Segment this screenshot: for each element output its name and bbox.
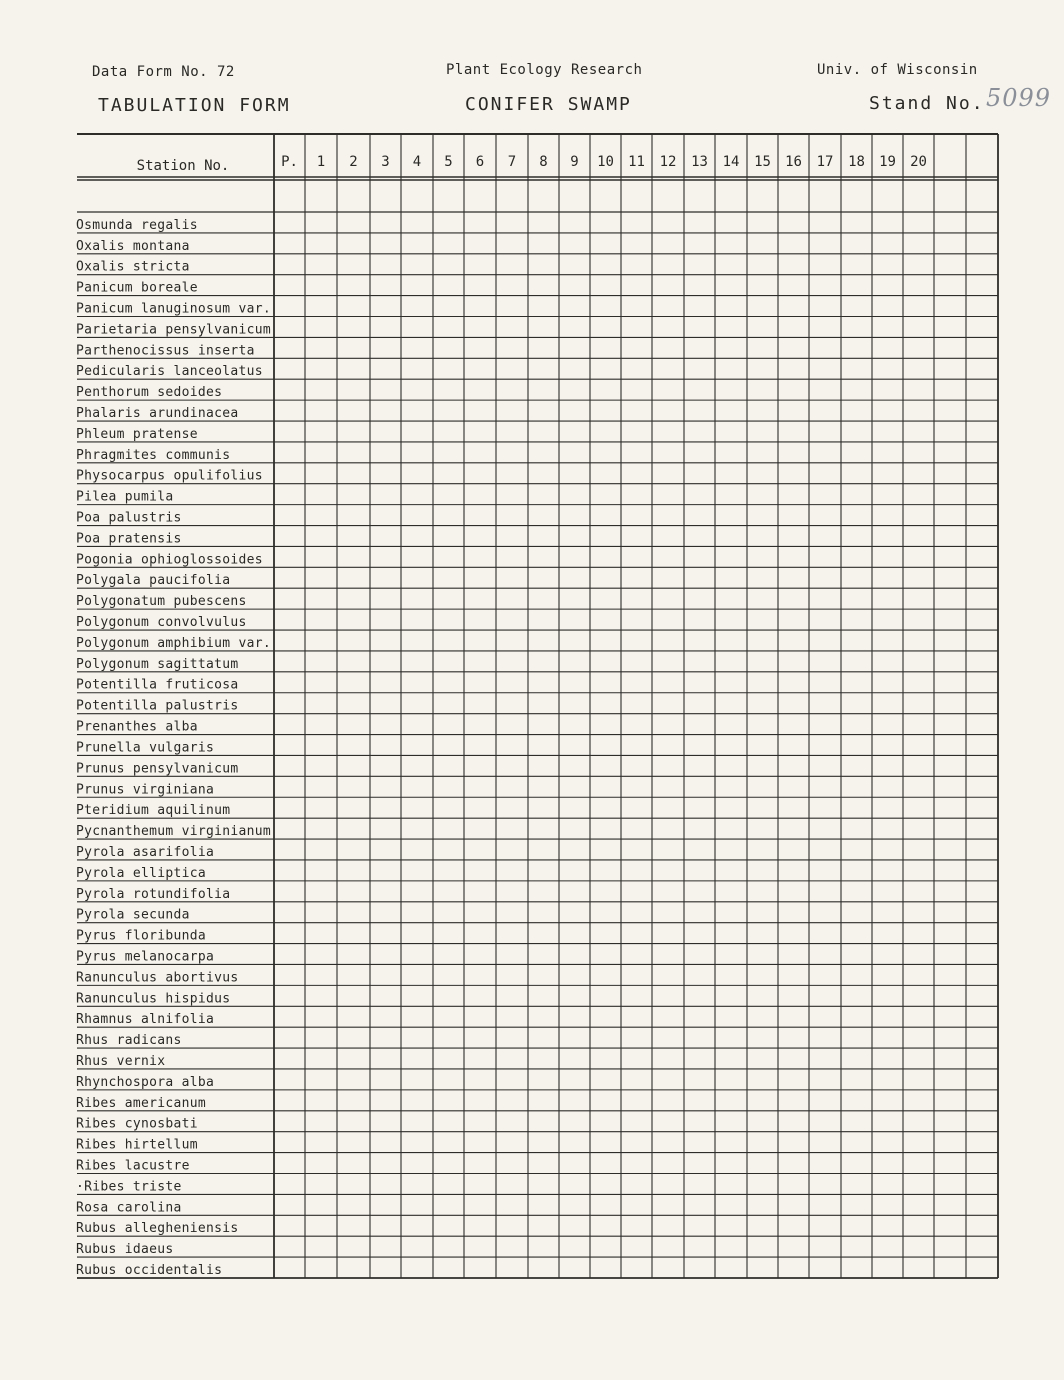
species-name: Potentilla palustris [76, 698, 239, 714]
column-header-19: 19 [879, 154, 896, 170]
species-name: Pteridium aquilinum [76, 803, 231, 819]
column-header-4: 4 [412, 154, 422, 170]
species-name: Ribes lacustre [76, 1158, 190, 1174]
species-name: Panicum lanuginosum var. [76, 301, 272, 317]
species-name: Ranunculus abortivus [76, 970, 239, 986]
species-name: Pyrus floribunda [76, 928, 207, 944]
species-name: Ranunculus hispidus [76, 991, 231, 1007]
species-name: Ribes americanum [76, 1095, 207, 1111]
species-name: Osmunda regalis [76, 217, 198, 233]
species-name: Prunus virginiana [76, 782, 215, 798]
species-name: Pilea pumila [76, 489, 174, 505]
column-header-18: 18 [848, 154, 865, 170]
column-header-17: 17 [816, 154, 834, 170]
column-header-20: 20 [910, 154, 927, 170]
species-name: Poa palustris [76, 510, 182, 526]
species-name: Rhamnus alnifolia [76, 1012, 215, 1028]
column-header-6: 6 [475, 154, 485, 170]
species-name: Potentilla fruticosa [76, 677, 239, 693]
species-name: Pedicularis lanceolatus [76, 364, 263, 380]
column-header-9: 9 [570, 154, 579, 170]
species-name: Pycnanthemum virginianum [76, 824, 272, 840]
species-name: Physocarpus opulifolius [76, 468, 263, 484]
species-name: Polygonatum pubescens [76, 594, 247, 610]
species-name: Ribes hirtellum [76, 1137, 198, 1153]
column-header-15: 15 [754, 154, 771, 170]
species-name: Polygonum amphibium var. [76, 635, 272, 651]
form-number: Data Form No. 72 [92, 64, 235, 80]
species-name: Polygonum convolvulus [76, 615, 247, 631]
column-header-3: 3 [381, 154, 390, 170]
species-name: Oxalis stricta [76, 259, 190, 275]
stand-label: Stand No. [869, 93, 985, 114]
form-title: TABULATION FORM [98, 95, 291, 116]
species-name: Parietaria pensylvanicum [76, 322, 272, 338]
research-title: Plant Ecology Research [446, 62, 643, 78]
species-name: Phleum pratense [76, 426, 198, 442]
column-header-13: 13 [691, 154, 708, 170]
species-name: Pyrus melanocarpa [76, 949, 215, 965]
species-name: Penthorum sedoides [76, 385, 223, 401]
species-name: Rubus occidentalis [76, 1263, 223, 1278]
column-header-5: 5 [444, 154, 453, 170]
column-header-8: 8 [539, 154, 548, 170]
column-header-p: P. [281, 154, 298, 170]
column-header-1: 1 [316, 154, 326, 170]
species-name: Prunella vulgaris [76, 740, 215, 756]
species-name: Rhus vernix [76, 1053, 166, 1069]
species-name: Panicum boreale [76, 280, 198, 296]
column-header-10: 10 [597, 154, 614, 170]
column-header-12: 12 [659, 154, 677, 170]
species-name: Oxalis montana [76, 238, 190, 254]
species-name: Pyrola elliptica [76, 865, 207, 881]
species-name: Phragmites communis [76, 447, 231, 463]
species-name: Poa pratensis [76, 531, 182, 547]
species-name: Rubus idaeus [76, 1242, 174, 1258]
species-name: Prunus pensylvanicum [76, 761, 239, 777]
species-name: Rosa carolina [76, 1200, 182, 1216]
species-name: Pyrola secunda [76, 907, 190, 923]
species-name: Phalaris arundinacea [76, 406, 239, 422]
species-name: Pyrola rotundifolia [76, 886, 231, 902]
stand-number-handwritten: 5099 [986, 84, 1052, 112]
species-name: ·Ribes triste [76, 1179, 182, 1195]
column-header-14: 14 [722, 154, 740, 170]
community-title: CONIFER SWAMP [465, 94, 632, 115]
species-name: Polygala paucifolia [76, 573, 231, 589]
species-name: Polygonum sagittatum [76, 656, 239, 672]
species-name: Parthenocissus inserta [76, 343, 255, 359]
column-header-11: 11 [628, 154, 645, 170]
species-name: Ribes cynosbati [76, 1116, 198, 1132]
species-name: Rubus allegheniensis [76, 1221, 239, 1237]
column-header-7: 7 [507, 154, 517, 170]
species-name: Rhynchospora alba [76, 1074, 215, 1090]
station-number-header: Station No. [136, 158, 230, 174]
species-name: Rhus radicans [76, 1033, 182, 1049]
species-name: Prenanthes alba [76, 719, 198, 735]
species-name: Pogonia ophioglossoides [76, 552, 263, 568]
university-name: Univ. of Wisconsin [817, 62, 978, 78]
column-header-16: 16 [785, 154, 802, 170]
column-header-2: 2 [349, 154, 358, 170]
species-name: Pyrola asarifolia [76, 844, 215, 860]
